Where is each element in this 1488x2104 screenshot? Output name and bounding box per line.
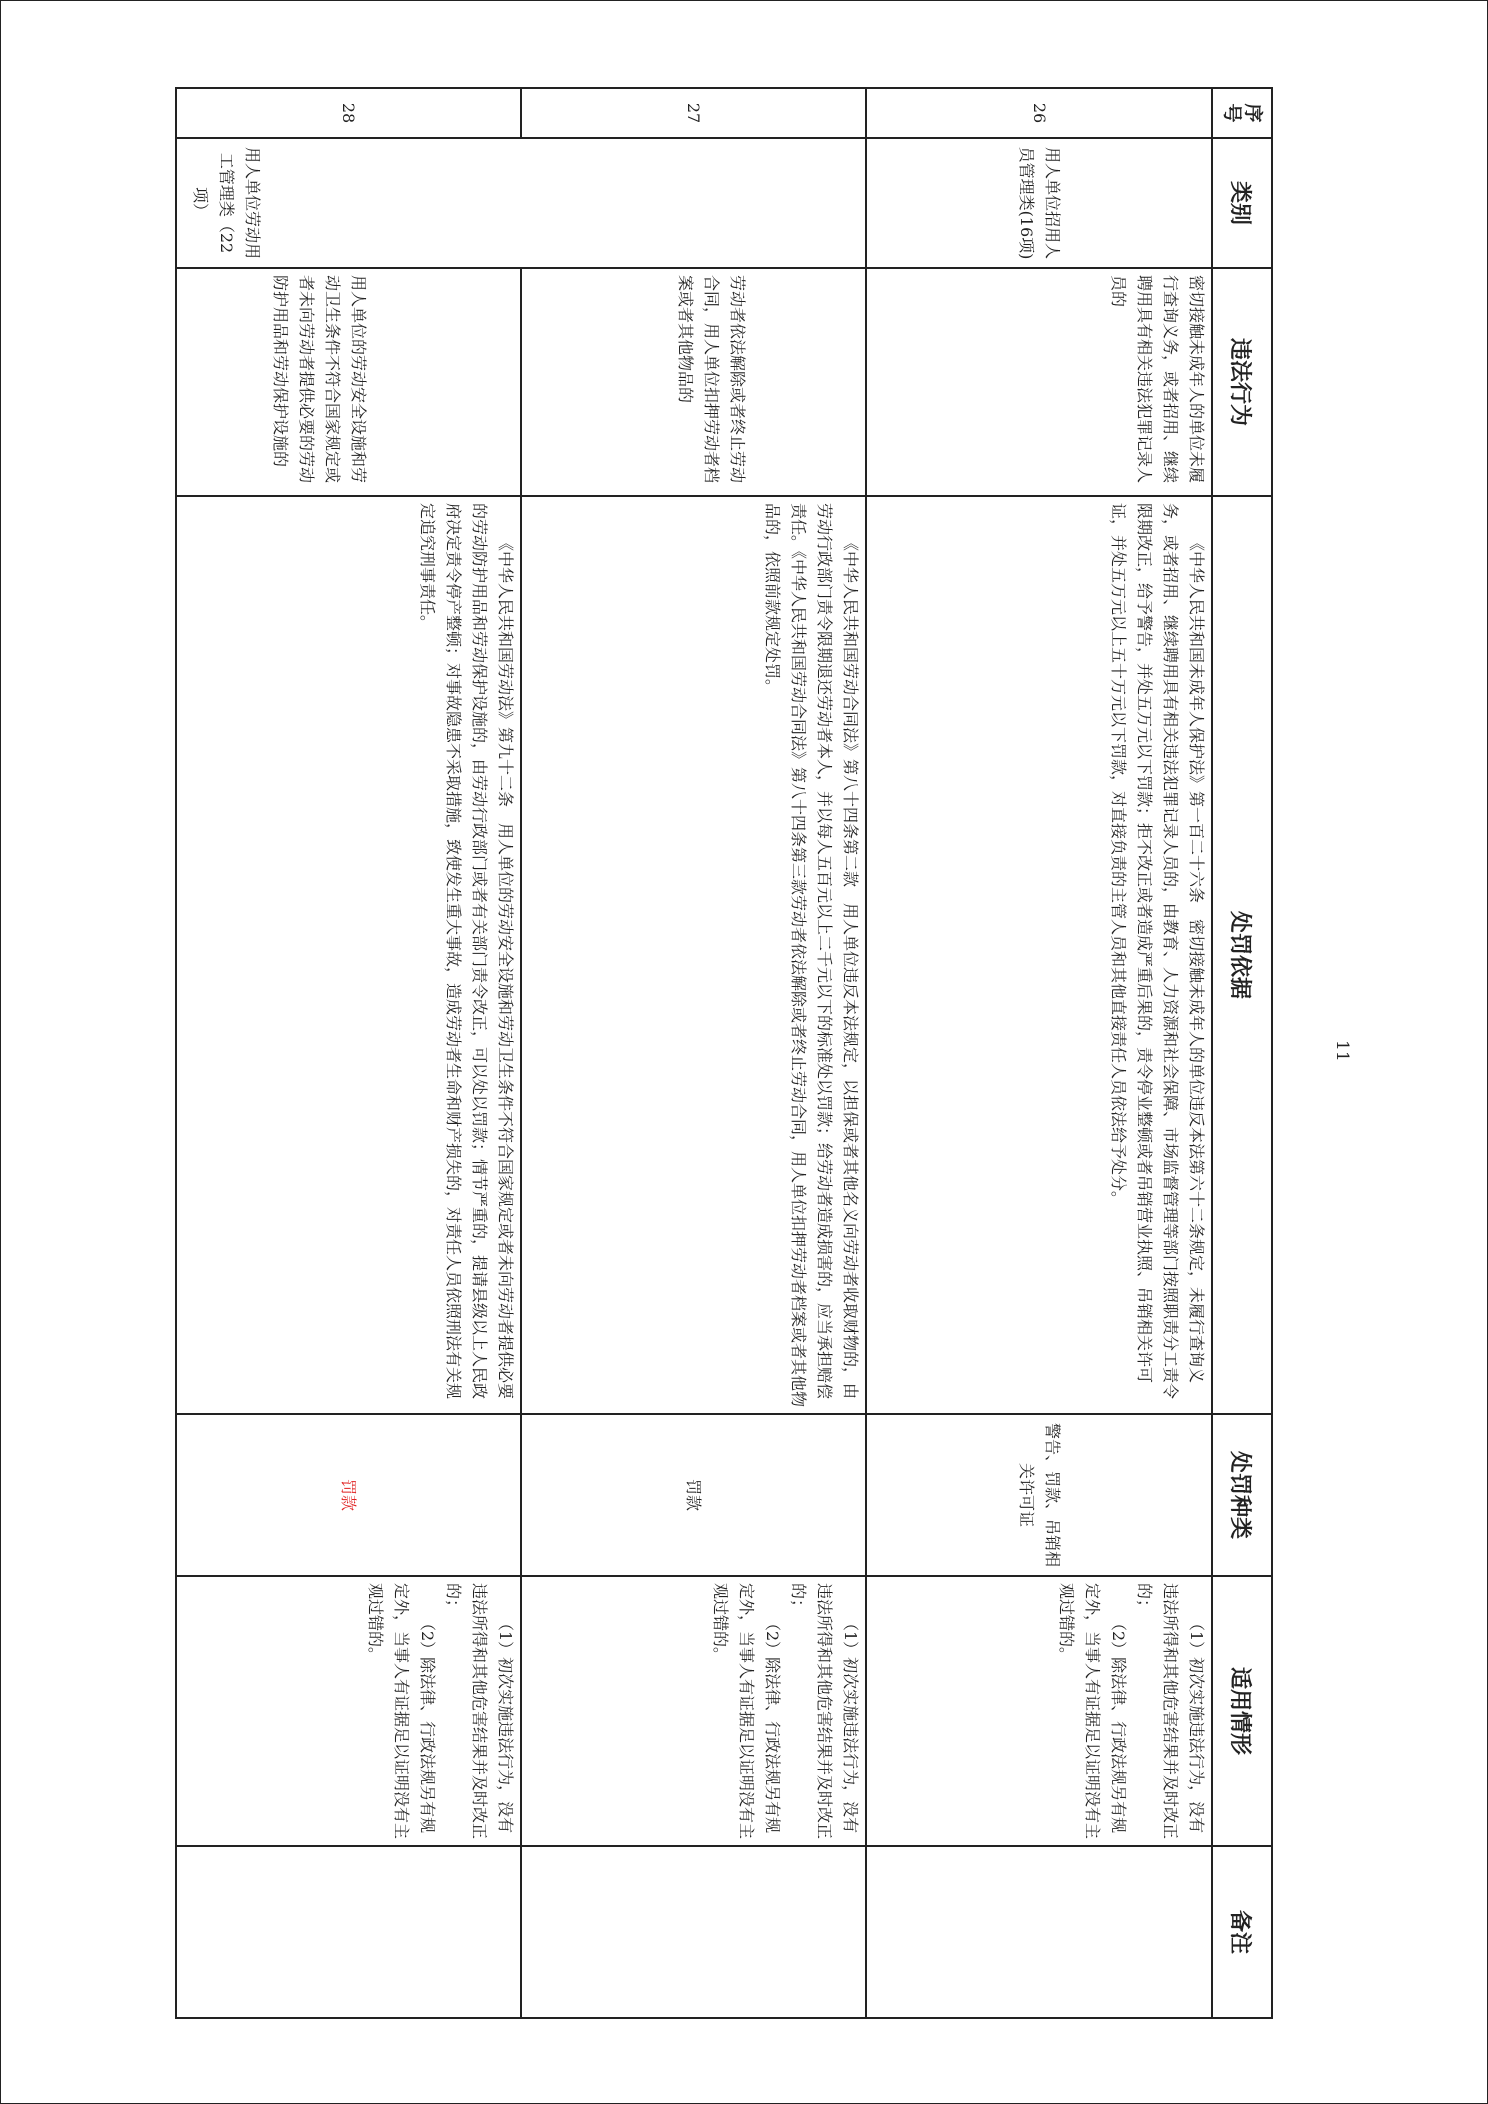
page-number: 11 [1332, 1040, 1352, 1062]
row-seq: 28 [176, 88, 521, 138]
basis-text: 《中华人民共和国劳动合同法》第八十四条第二款 用人单位违反本法规定，以担保或者其他名义向劳动者收取财物的，由劳动行政部门责令限期退还劳动者本人，并以每人五百元以上二千元以下的标准处以罚款；给劳动者造成损害的，应当承担赔偿责任。《中华人民共和国劳动合同法》第八十四条第三款劳动者依法解除或者终止劳动合同，用人单位扣押劳动者档案或者其他物品的，依照前款规定处罚。 [763, 503, 860, 1408]
row-applicable [866, 1576, 1212, 1846]
applicable-1: （1）初次实施违法行为，没有违法所得和其他危害结果并及时改正的； [1135, 1583, 1206, 1840]
penalty-table [175, 87, 1273, 2019]
row-seq: 27 [521, 88, 866, 138]
row-penalty-type: 罚款 [176, 1414, 521, 1576]
rotated-table-container [177, 87, 1273, 2017]
table-row-27 [521, 88, 866, 2018]
header-row [1212, 88, 1272, 2018]
applicable-1: （1）初次实施违法行为，没有违法所得和其他危害结果并及时改正的； [444, 1583, 515, 1840]
row-penalty-type: 警告、罚款、吊销相关许可证 [866, 1414, 1212, 1576]
basis-text: 《中华人民共和国未成年人保护法》第一百二十六条 密切接触未成年人的单位违反本法第六十二条规定，未履行查询义务，或者招用、继续聘用具有相关违法犯罪记录人员的，由教育、人力资源和社会保障、市场监督管理等部门按照职责分工责令限期改正，给予警告，并处五万元以下罚款；拒不改正或者造成严重后果的，责令停业整顿或者吊销营业执照、吊销相关许可证，并处五万元以上五十万元以下罚款，对直接负责的主管人员和其他直接责任人员依法给予处分。 [1109, 503, 1206, 1400]
row-applicable [176, 1576, 521, 1846]
table-row-28 [176, 88, 521, 2018]
applicable-2: （2）除法律、行政法规另有规定外，当事人有证据足以证明没有主观过错的。 [1057, 1583, 1128, 1840]
header-violation: 违法行为 [1212, 268, 1272, 496]
row-seq: 26 [866, 88, 1212, 138]
header-remark: 备注 [1212, 1846, 1272, 2018]
header-basis: 处罚依据 [1212, 496, 1272, 1414]
row-basis [521, 496, 866, 1414]
row-violation: 劳动者依法解除或者终止劳动合同，用人单位扣押劳动者档案或者其他物品的 [521, 268, 866, 496]
row-basis [176, 496, 521, 1414]
applicable-1: （1）初次实施违法行为，没有违法所得和其他危害结果并及时改正的； [789, 1583, 860, 1840]
category-labor-label: 用人单位劳动用工管理类（22项） [191, 146, 262, 259]
row-violation: 用人单位的劳动安全设施和劳动卫生条件不符合国家规定或者未向劳动者提供必要的劳动防护用品和劳动保护设施的 [176, 268, 521, 496]
header-seq: 序号 [1212, 88, 1272, 138]
row-remark [866, 1846, 1212, 2018]
applicable-2: （2）除法律、行政法规另有规定外，当事人有证据足以证明没有主观过错的。 [366, 1583, 437, 1840]
applicable-2: （2）除法律、行政法规另有规定外，当事人有证据足以证明没有主观过错的。 [711, 1583, 782, 1840]
category-labor [176, 138, 866, 268]
header-penalty-type: 处罚种类 [1212, 1414, 1272, 1576]
row-penalty-type: 罚款 [521, 1414, 866, 1576]
row-basis [866, 496, 1212, 1414]
row-violation: 密切接触未成年人的单位未履行查询义务，或者招用、继续聘用具有相关违法犯罪记录人员的 [866, 268, 1212, 496]
header-category: 类别 [1212, 138, 1272, 268]
table-row-26 [866, 88, 1212, 2018]
row-remark [521, 1846, 866, 2018]
header-applicable: 适用情形 [1212, 1576, 1272, 1846]
category-recruit: 用人单位招用人员管理类(16项) [866, 138, 1212, 268]
basis-text: 《中华人民共和国劳动法》第九十二条 用人单位的劳动安全设施和劳动卫生条件不符合国家规定或者未向劳动者提供必要的劳动防护用品和劳动保护设施的，由劳动行政部门或者有关部门责令改正，可以处以罚款；情节严重的，提请县级以上人民政府决定责令停产整顿；对事故隐患不采取措施，致使发生重大事故，造成劳动者生命和财产损失的，对责任人员依照刑法有关规定追究刑事责任。 [418, 503, 515, 1400]
row-remark [176, 1846, 521, 2018]
row-applicable [521, 1576, 866, 1846]
